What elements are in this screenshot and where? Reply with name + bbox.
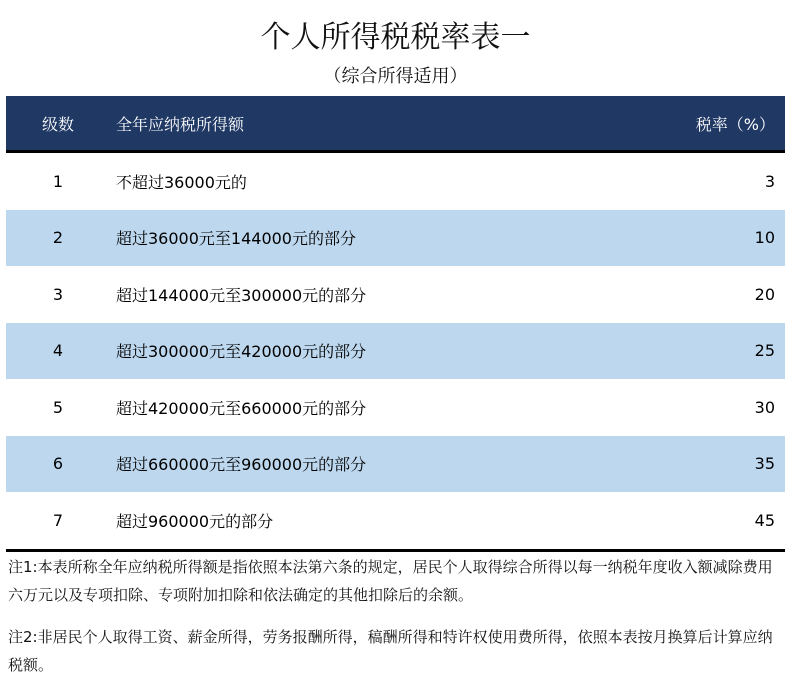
- row-level: 1: [52, 171, 64, 191]
- notes: [8, 553, 784, 679]
- header-income: 全年应纳税所得额: [116, 114, 245, 134]
- table-row: [6, 323, 785, 380]
- table-row: [6, 436, 785, 493]
- table-row: [6, 153, 785, 210]
- row-level: 6: [52, 454, 64, 474]
- row-income: 超过144000元至300000元的部分: [116, 285, 367, 305]
- row-rate: 25: [754, 341, 775, 361]
- header-level: 级数: [41, 114, 74, 134]
- row-rate: 3: [764, 171, 775, 191]
- row-income: 超过960000元的部分: [116, 511, 274, 531]
- table-row: [6, 492, 785, 552]
- row-level: 2: [52, 228, 64, 248]
- page-title: 个人所得税税率表一: [260, 20, 531, 55]
- row-level: 7: [52, 510, 64, 530]
- row-level: 3: [52, 284, 64, 304]
- row-rate: 10: [754, 228, 775, 248]
- tax-rate-table: [6, 96, 785, 552]
- page-subtitle: （综合所得适用）: [323, 66, 468, 87]
- note-2: 注2:非居民个人取得工资、薪金所得，劳务报酬所得，稿酬所得和特许权使用费所得，依照本表按月换算后计算应纳税额。: [8, 628, 773, 674]
- table-row: [6, 266, 785, 323]
- row-income: 不超过36000元的: [116, 172, 247, 192]
- row-rate: 35: [754, 454, 775, 474]
- table-row: [6, 379, 785, 436]
- row-income: 超过36000元至144000元的部分: [116, 229, 356, 249]
- row-rate: 20: [754, 284, 775, 304]
- row-rate: 30: [754, 397, 775, 417]
- row-level: 5: [52, 397, 64, 417]
- table-row: [6, 210, 785, 267]
- row-level: 4: [52, 341, 64, 361]
- table-header: [6, 96, 785, 153]
- header-rate: 税率（%）: [695, 114, 775, 134]
- row-rate: 45: [754, 510, 775, 530]
- row-income: 超过300000元至420000元的部分: [116, 342, 367, 362]
- row-income: 超过660000元至960000元的部分: [116, 455, 367, 475]
- row-income: 超过420000元至660000元的部分: [116, 398, 367, 418]
- note-1: 注1:本表所称全年应纳税所得额是指依照本法第六条的规定，居民个人取得综合所得以每一纳税年度收入额减除费用六万元以及专项扣除、专项附加扣除和依法确定的其他扣除后的余额。: [8, 558, 773, 604]
